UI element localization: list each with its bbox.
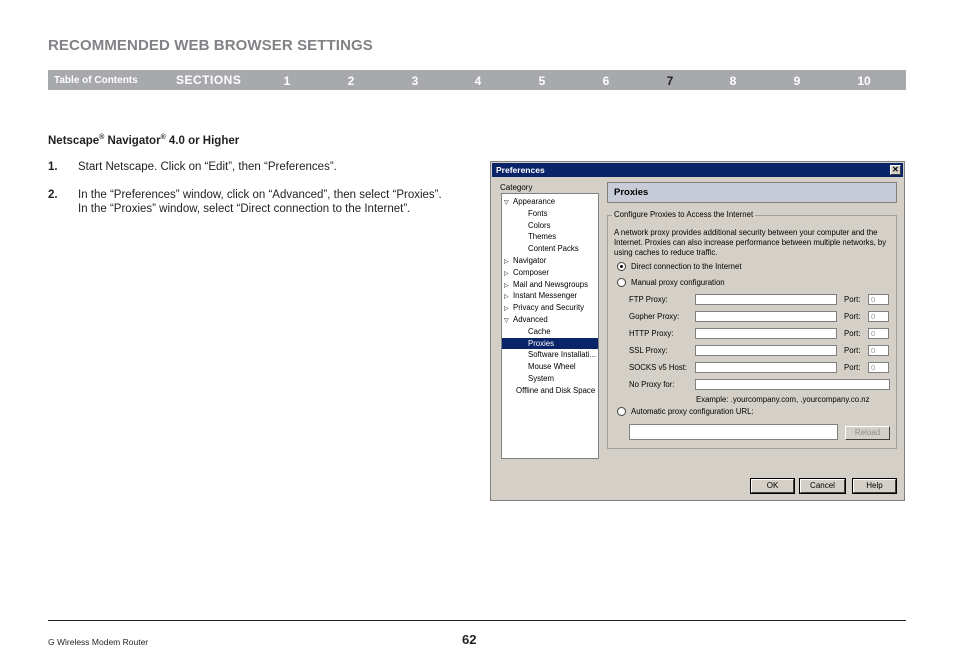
tree-item-software-installati[interactable] xyxy=(528,349,596,360)
collapse-arrow-icon[interactable]: ▷ xyxy=(504,270,509,277)
proxy-label: SSL Proxy: xyxy=(629,346,668,355)
tree-item-mail-and-newsgroups[interactable] xyxy=(504,279,588,290)
tree-item-label: Fonts xyxy=(528,208,548,218)
section-nav-bar xyxy=(48,70,906,90)
tree-item-label: Privacy and Security xyxy=(513,303,585,313)
proxy-host-input[interactable] xyxy=(695,294,837,305)
tree-item-label: Composer xyxy=(513,267,549,277)
registered-mark: ® xyxy=(99,134,105,141)
tree-item-composer[interactable] xyxy=(504,267,549,278)
tree-item-navigator[interactable] xyxy=(504,255,546,266)
port-label: Port: xyxy=(844,329,861,338)
tree-item-label: Themes xyxy=(528,232,557,242)
section-link-1[interactable]: 1 xyxy=(283,74,291,88)
help-button[interactable]: Help xyxy=(853,479,896,493)
proxy-label: Gopher Proxy: xyxy=(629,312,680,321)
step-text: Start Netscape. Click on “Edit”, then “Preferences”. xyxy=(78,161,337,173)
tree-item-label: System xyxy=(528,374,554,383)
footer-divider xyxy=(48,620,906,621)
heading-part: Navigator xyxy=(104,134,161,147)
tree-item-label: Mouse Wheel xyxy=(528,362,576,372)
tree-item-label: Colors xyxy=(528,220,551,230)
heading-part: Netscape xyxy=(48,134,100,147)
no-proxy-label: No Proxy for: xyxy=(629,380,675,389)
radio-auto-label: Automatic proxy configuration URL: xyxy=(631,407,754,416)
tree-item-instant-messenger[interactable] xyxy=(504,290,577,301)
radio-selected-dot xyxy=(620,265,623,268)
tree-item-themes[interactable] xyxy=(528,231,556,242)
sections-label: SECTIONS xyxy=(176,73,242,87)
reload-button[interactable]: Reload xyxy=(845,426,890,440)
dialog-titlebar xyxy=(492,163,903,177)
heading-part: 4.0 or Higher xyxy=(165,134,240,147)
panel-title-text: Proxies xyxy=(614,187,649,198)
radio-auto-proxy[interactable] xyxy=(617,407,626,416)
section-link-9[interactable]: 9 xyxy=(793,74,801,88)
tree-item-appearance[interactable] xyxy=(504,196,555,207)
step-number: 1. xyxy=(48,161,58,173)
section-link-8[interactable]: 8 xyxy=(729,74,737,88)
tree-item-label: Navigator xyxy=(513,256,547,265)
proxy-host-input[interactable] xyxy=(695,362,837,373)
tree-item-mouse-wheel[interactable] xyxy=(528,361,576,372)
collapse-arrow-icon[interactable]: ▷ xyxy=(504,282,509,289)
proxy-host-input[interactable] xyxy=(695,311,837,322)
tree-item-offline-and-disk-space[interactable] xyxy=(516,385,595,396)
tree-item-system[interactable] xyxy=(528,373,554,384)
tree-item-label: Offline and Disk Space xyxy=(516,385,596,395)
port-input[interactable]: 0 xyxy=(868,345,889,356)
radio-manual-label: Manual proxy configuration xyxy=(631,278,725,287)
port-label: Port: xyxy=(844,363,861,372)
step-text: In the “Preferences” window, click on “Advanced”, then select “Proxies”. In the “Proxies” window, select “Direct connection to the Internet”. xyxy=(78,189,442,215)
proxy-label: FTP Proxy: xyxy=(629,295,668,304)
tree-item-label: Proxies xyxy=(528,338,554,348)
tree-item-label: Instant Messenger xyxy=(513,291,578,301)
category-tree[interactable] xyxy=(501,193,599,459)
port-input[interactable]: 0 xyxy=(868,311,889,322)
radio-direct-label: Direct connection to the Internet xyxy=(631,262,742,271)
port-input[interactable]: 0 xyxy=(868,362,889,373)
section-link-7[interactable]: 7 xyxy=(666,74,674,88)
port-label: Port: xyxy=(844,346,861,355)
section-link-3[interactable]: 3 xyxy=(411,74,419,88)
table-of-contents-link[interactable]: Table of Contents xyxy=(54,75,138,86)
collapse-arrow-icon[interactable]: ▷ xyxy=(504,306,509,313)
close-icon[interactable]: ✕ xyxy=(890,165,901,175)
tree-item-label: Advanced xyxy=(513,315,548,324)
section-link-2[interactable]: 2 xyxy=(347,74,355,88)
radio-manual-proxy[interactable] xyxy=(617,278,626,287)
tree-item-colors[interactable] xyxy=(528,220,551,231)
tree-item-proxies[interactable] xyxy=(502,338,598,349)
radio-direct-connection[interactable] xyxy=(617,262,626,271)
tree-item-content-packs[interactable] xyxy=(528,243,579,254)
port-label: Port: xyxy=(844,312,861,321)
expand-arrow-icon[interactable]: ▽ xyxy=(504,200,509,206)
page-title: RECOMMENDED WEB BROWSER SETTINGS xyxy=(48,37,373,54)
no-proxy-input[interactable] xyxy=(695,379,890,390)
section-link-6[interactable]: 6 xyxy=(602,74,610,88)
panel-title xyxy=(607,182,897,203)
product-name: G Wireless Modem Router xyxy=(48,637,149,647)
tree-item-advanced[interactable] xyxy=(504,314,548,325)
tree-item-privacy-and-security[interactable] xyxy=(504,302,584,313)
port-input[interactable]: 0 xyxy=(868,328,889,339)
cancel-button[interactable]: Cancel xyxy=(800,479,845,493)
tree-item-label: Appearance xyxy=(513,197,556,206)
proxy-host-input[interactable] xyxy=(695,345,837,356)
expand-arrow-icon[interactable]: ▽ xyxy=(504,318,509,324)
port-input[interactable]: 0 xyxy=(868,294,889,305)
page-number: 62 xyxy=(462,632,477,647)
collapse-arrow-icon[interactable]: ▷ xyxy=(504,259,509,265)
section-heading xyxy=(48,134,239,147)
proxy-host-input[interactable] xyxy=(695,328,837,339)
tree-item-label: Software Installati... xyxy=(528,350,597,360)
proxy-label: HTTP Proxy: xyxy=(629,329,674,338)
step-number: 2. xyxy=(48,189,58,201)
collapse-arrow-icon[interactable]: ▷ xyxy=(504,294,509,301)
dialog-title: Preferences xyxy=(496,165,545,175)
ok-button[interactable]: OK xyxy=(751,479,794,493)
tree-item-cache[interactable] xyxy=(528,326,551,337)
groupbox-title: Configure Proxies to Access the Internet xyxy=(614,210,754,219)
section-link-4[interactable]: 4 xyxy=(474,74,482,88)
category-label: Category xyxy=(500,183,533,192)
tree-item-label: Content Packs xyxy=(528,244,579,254)
proxy-description: A network proxy provides additional security between your computer and the Internet. Proxies can also increase performance between multiple networks, by using caches to reduce traffic. xyxy=(614,228,887,257)
proxy-label: SOCKS v5 Host: xyxy=(629,363,688,372)
section-link-5[interactable]: 5 xyxy=(538,74,546,88)
tree-item-fonts[interactable] xyxy=(528,208,548,219)
registered-mark: ® xyxy=(160,134,166,141)
auto-proxy-url-input[interactable] xyxy=(629,424,838,440)
tree-item-label: Cache xyxy=(528,326,551,336)
port-label: Port: xyxy=(844,295,861,304)
no-proxy-example: Example: .yourcompany.com, .yourcompany.co.nz xyxy=(696,395,870,404)
tree-item-label: Mail and Newsgroups xyxy=(513,279,588,289)
section-link-10[interactable]: 10 xyxy=(857,74,871,88)
preferences-dialog xyxy=(490,161,905,501)
